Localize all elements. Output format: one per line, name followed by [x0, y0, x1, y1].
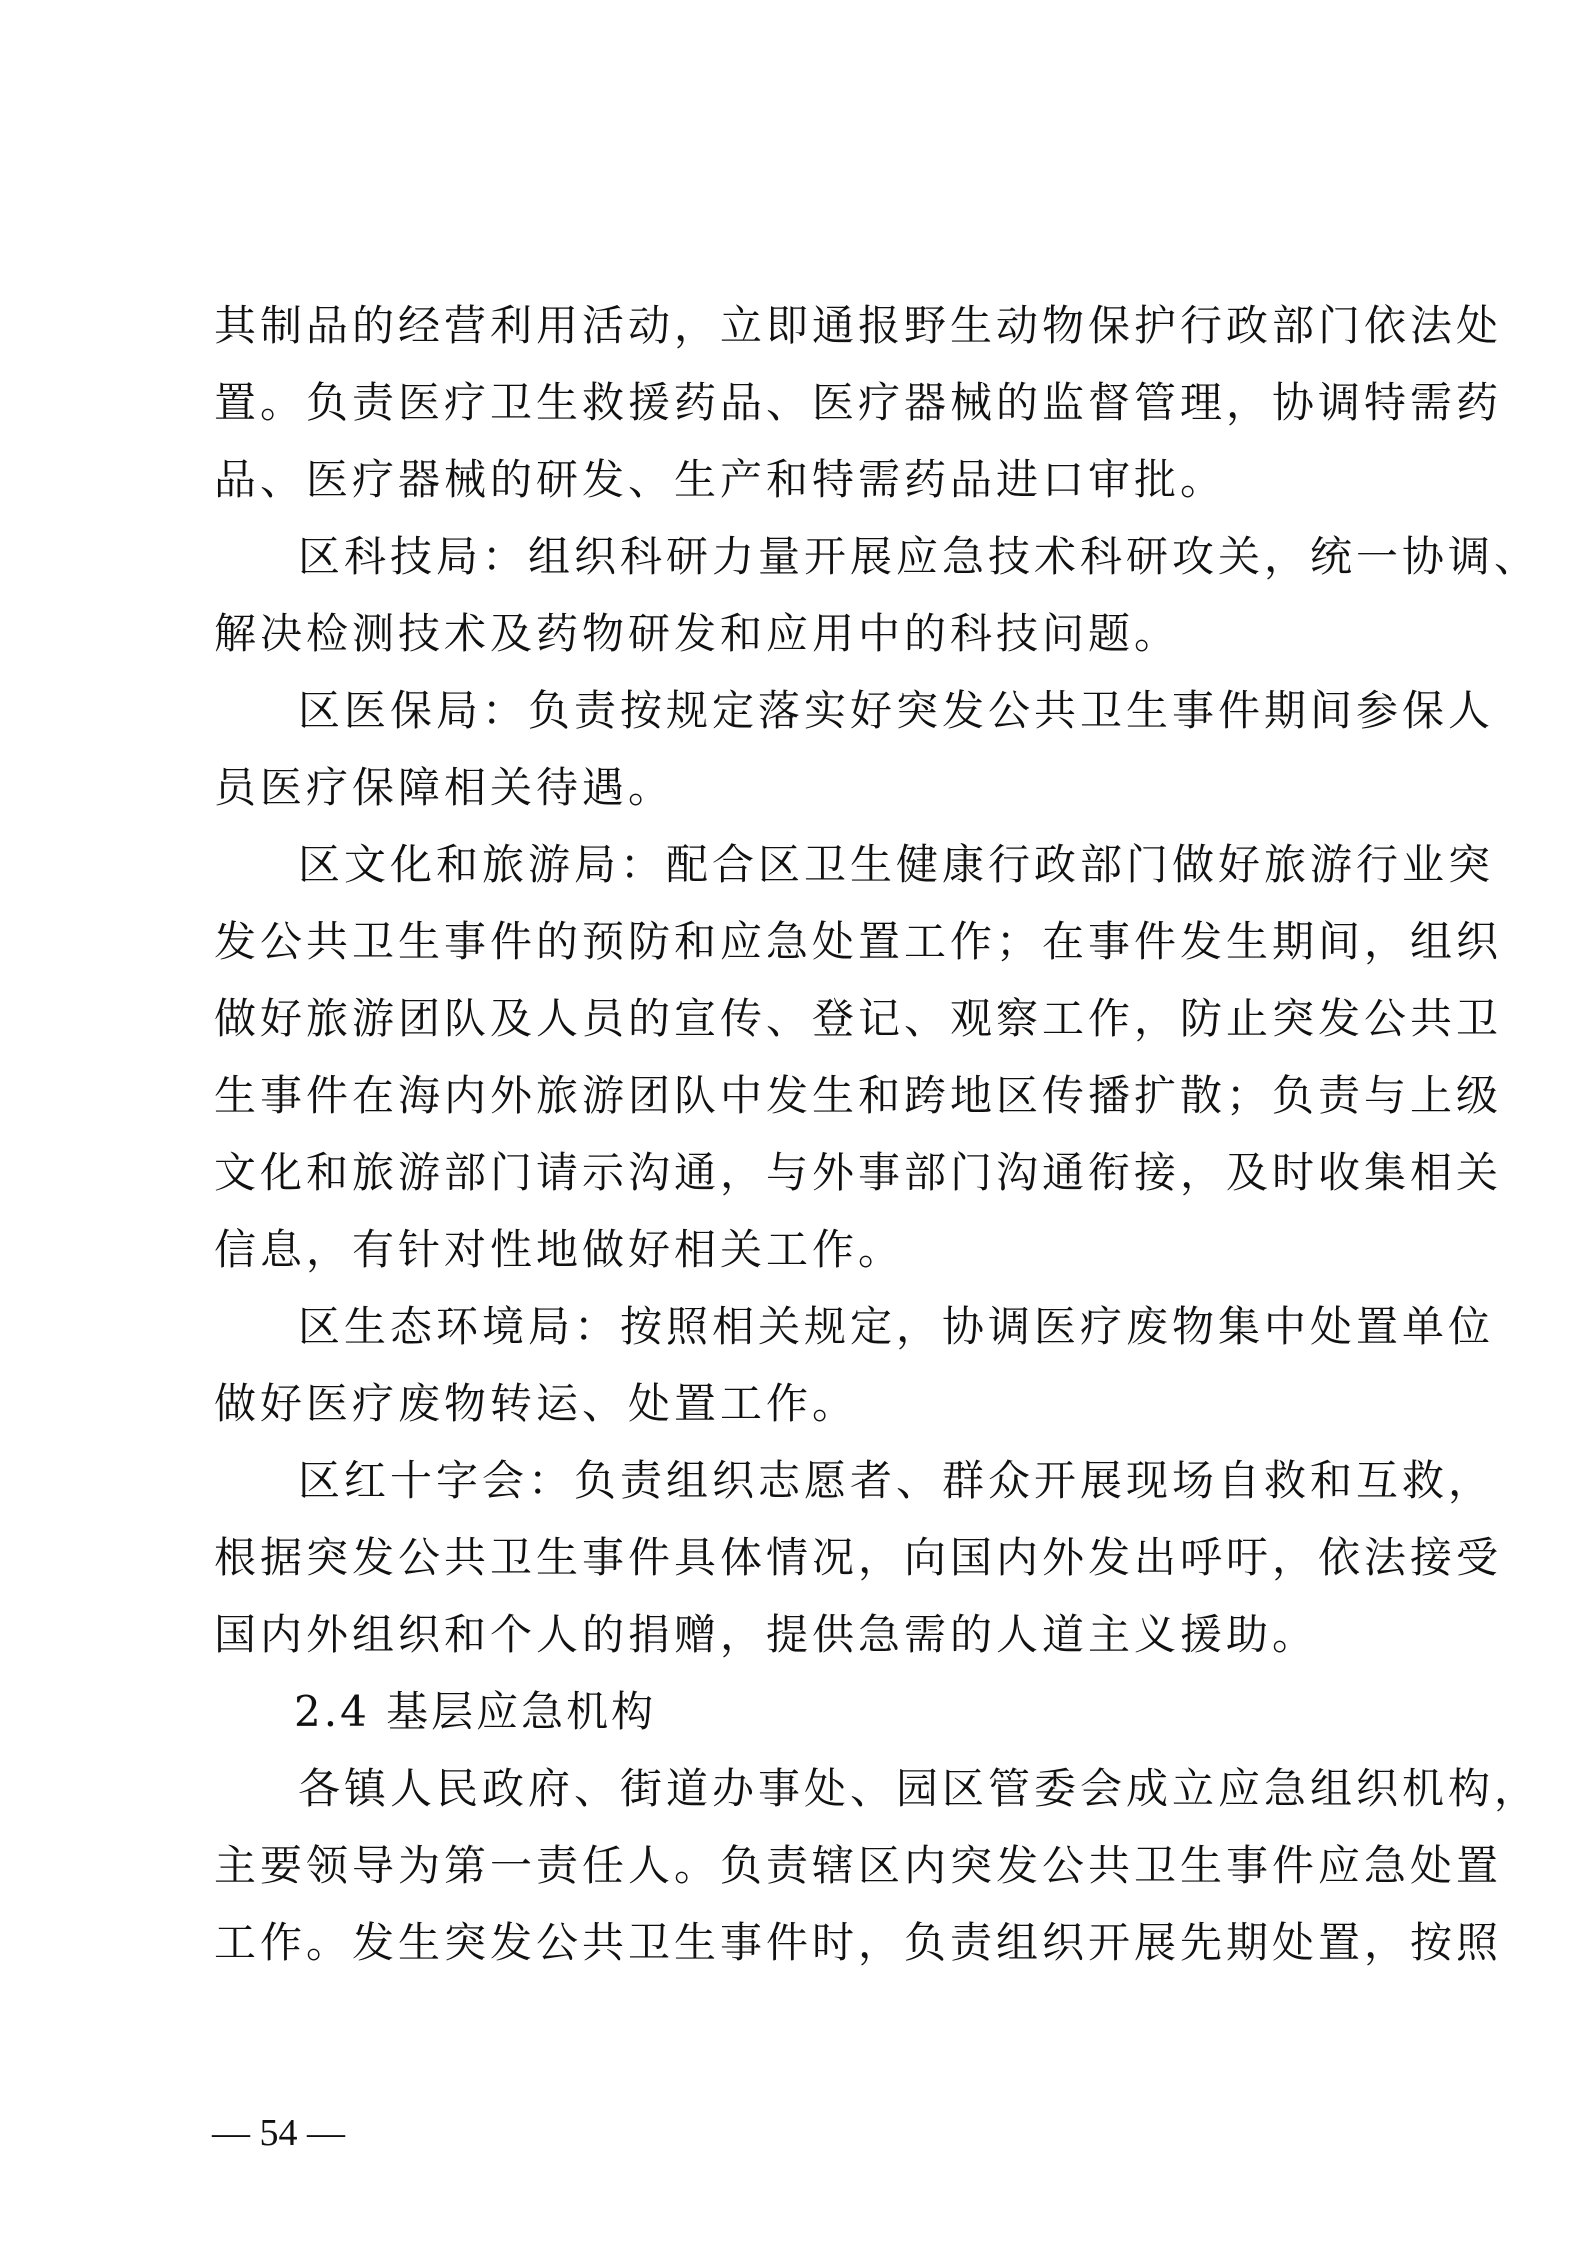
page-number: — 54 — — [212, 2112, 345, 2154]
body-text-line: 置。负责医疗卫生救援药品、医疗器械的监督管理，协调特需药 — [214, 378, 1503, 427]
body-text-line: 品、医疗器械的研发、生产和特需药品进口审批。 — [214, 455, 1227, 504]
body-text-line: 解决检测技术及药物研发和应用中的科技问题。 — [214, 609, 1181, 658]
body-text-line: 信息，有针对性地做好相关工作。 — [214, 1225, 905, 1274]
paragraph-first-line: 区生态环境局：按照相关规定，协调医疗废物集中处置单位 — [298, 1302, 1495, 1351]
paragraph-first-line: 区科技局：组织科研力量开展应急技术科研攻关，统一协调、 — [298, 532, 1541, 581]
body-text-line: 员医疗保障相关待遇。 — [214, 763, 675, 812]
body-text-line: 做好医疗废物转运、处置工作。 — [214, 1379, 859, 1428]
body-text-line: 文化和旅游部门请示沟通，与外事部门沟通衔接，及时收集相关 — [214, 1148, 1503, 1197]
paragraph-first-line: 各镇人民政府、街道办事处、园区管委会成立应急组织机构， — [298, 1764, 1541, 1813]
body-text-line: 做好旅游团队及人员的宣传、登记、观察工作，防止突发公共卫 — [214, 994, 1503, 1043]
body-text-line: 根据突发公共卫生事件具体情况，向国内外发出呼吁，依法接受 — [214, 1533, 1503, 1582]
paragraph-first-line: 区红十字会：负责组织志愿者、群众开展现场自救和互救， — [298, 1456, 1495, 1505]
body-text-line: 国内外组织和个人的捐赠，提供急需的人道主义援助。 — [214, 1610, 1319, 1659]
body-text-line: 发公共卫生事件的预防和应急处置工作；在事件发生期间，组织 — [214, 917, 1503, 966]
body-text-line: 生事件在海内外旅游团队中发生和跨地区传播扩散；负责与上级 — [214, 1071, 1503, 1120]
body-text-line: 主要领导为第一责任人。负责辖区内突发公共卫生事件应急处置 — [214, 1841, 1503, 1890]
section-heading: 2.4 基层应急机构 — [294, 1687, 657, 1736]
body-text-line: 其制品的经营利用活动，立即通报野生动物保护行政部门依法处 — [214, 301, 1503, 350]
body-text-line: 工作。发生突发公共卫生事件时，负责组织开展先期处置，按照 — [214, 1918, 1503, 1967]
paragraph-first-line: 区医保局：负责按规定落实好突发公共卫生事件期间参保人 — [298, 686, 1495, 735]
paragraph-first-line: 区文化和旅游局：配合区卫生健康行政部门做好旅游行业突 — [298, 840, 1495, 889]
